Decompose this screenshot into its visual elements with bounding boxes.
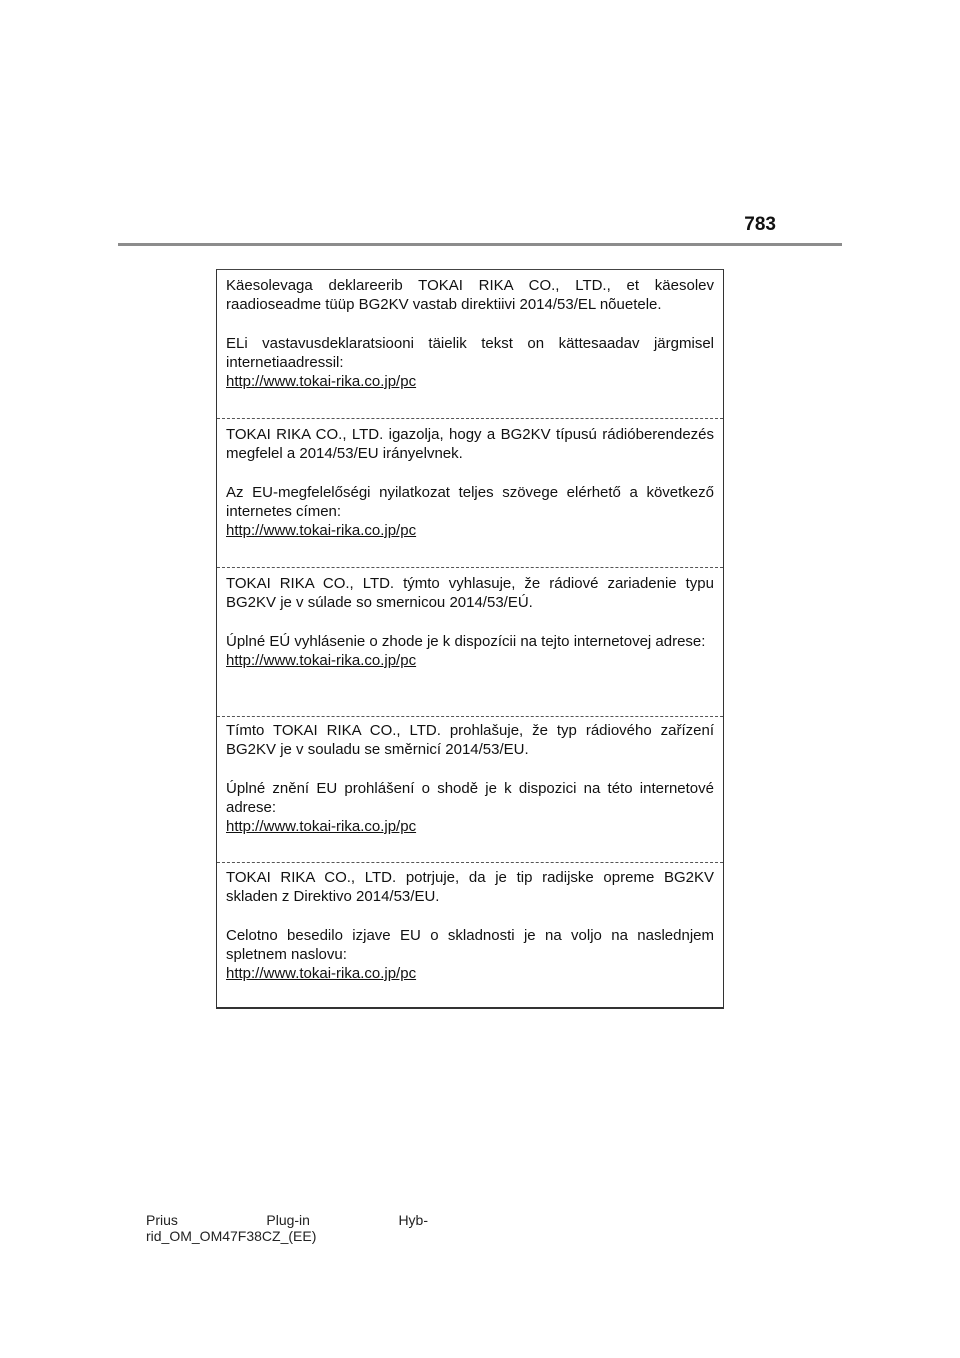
header-rule [118, 243, 842, 246]
page-number: 783 [744, 214, 776, 235]
declaration-info [226, 632, 714, 670]
declaration-box [216, 269, 724, 1009]
declaration-hungarian [217, 418, 723, 567]
declaration-info [226, 779, 714, 836]
declaration-statement: Käesolevaga deklareerib TOKAI RIKA CO., LTD., et käesolev raadioseadme tüüp BG2KV vastab direktiivi 2014/53/EL nõuetele. [226, 277, 714, 313]
declaration-info-text: Az EU-megfelelőségi nyilatkozat teljes szövege elérhető a következő internetes címen: [226, 484, 714, 520]
declaration-slovak [217, 567, 723, 716]
declaration-info [226, 926, 714, 983]
footer-manual-id [146, 1212, 428, 1244]
declaration-info [226, 483, 714, 540]
footer-line-1 [146, 1212, 428, 1228]
declaration-czech [217, 716, 723, 862]
declaration-url-link[interactable]: http://www.tokai-rika.co.jp/pc [226, 652, 417, 669]
declaration-estonian [217, 270, 723, 418]
declaration-url-link[interactable]: http://www.tokai-rika.co.jp/pc [226, 373, 417, 390]
declaration-info-text: Úplné znění EU prohlášení o shodě je k dispozici na této internetové adrese: [226, 780, 714, 816]
declaration-statement: TOKAI RIKA CO., LTD. igazolja, hogy a BG2KV típusú rádióberendezés megfelel a 2014/53/EU irányelvnek. [226, 426, 714, 462]
declaration-statement: Tímto TOKAI RIKA CO., LTD. prohlašuje, že typ rádiového zařízení BG2KV je v souladu se směrnicí 2014/53/EU. [226, 722, 714, 758]
footer-word: Hyb- [398, 1212, 428, 1228]
declaration-statement: TOKAI RIKA CO., LTD. potrjuje, da je tip radijske opreme BG2KV skladen z Direktivo 2014/53/EU. [226, 869, 714, 905]
declaration-statement: TOKAI RIKA CO., LTD. týmto vyhlasuje, že rádiové zariadenie typu BG2KV je v súlade so smernicou 2014/53/EÚ. [226, 575, 714, 611]
declaration-info-text: Celotno besedilo izjave EU o skladnosti je na voljo na naslednjem spletnem naslovu: [226, 927, 714, 963]
declaration-info [226, 334, 714, 391]
declaration-slovenian [217, 862, 723, 1008]
declaration-url-link[interactable]: http://www.tokai-rika.co.jp/pc [226, 965, 417, 982]
declaration-info-text: Úplné EÚ vyhlásenie o zhode je k dispozícii na tejto internetovej adrese: [226, 633, 706, 650]
declaration-url-link[interactable]: http://www.tokai-rika.co.jp/pc [226, 818, 417, 835]
declaration-info-text: ELi vastavusdeklaratsiooni täielik tekst on kättesaadav järgmisel internetiaadressil: [226, 335, 714, 371]
footer-word: Plug-in [266, 1212, 310, 1228]
footer-word: Prius [146, 1212, 178, 1228]
footer-line-2: rid_OM_OM47F38CZ_(EE) [146, 1228, 317, 1244]
declaration-url-link[interactable]: http://www.tokai-rika.co.jp/pc [226, 522, 417, 539]
